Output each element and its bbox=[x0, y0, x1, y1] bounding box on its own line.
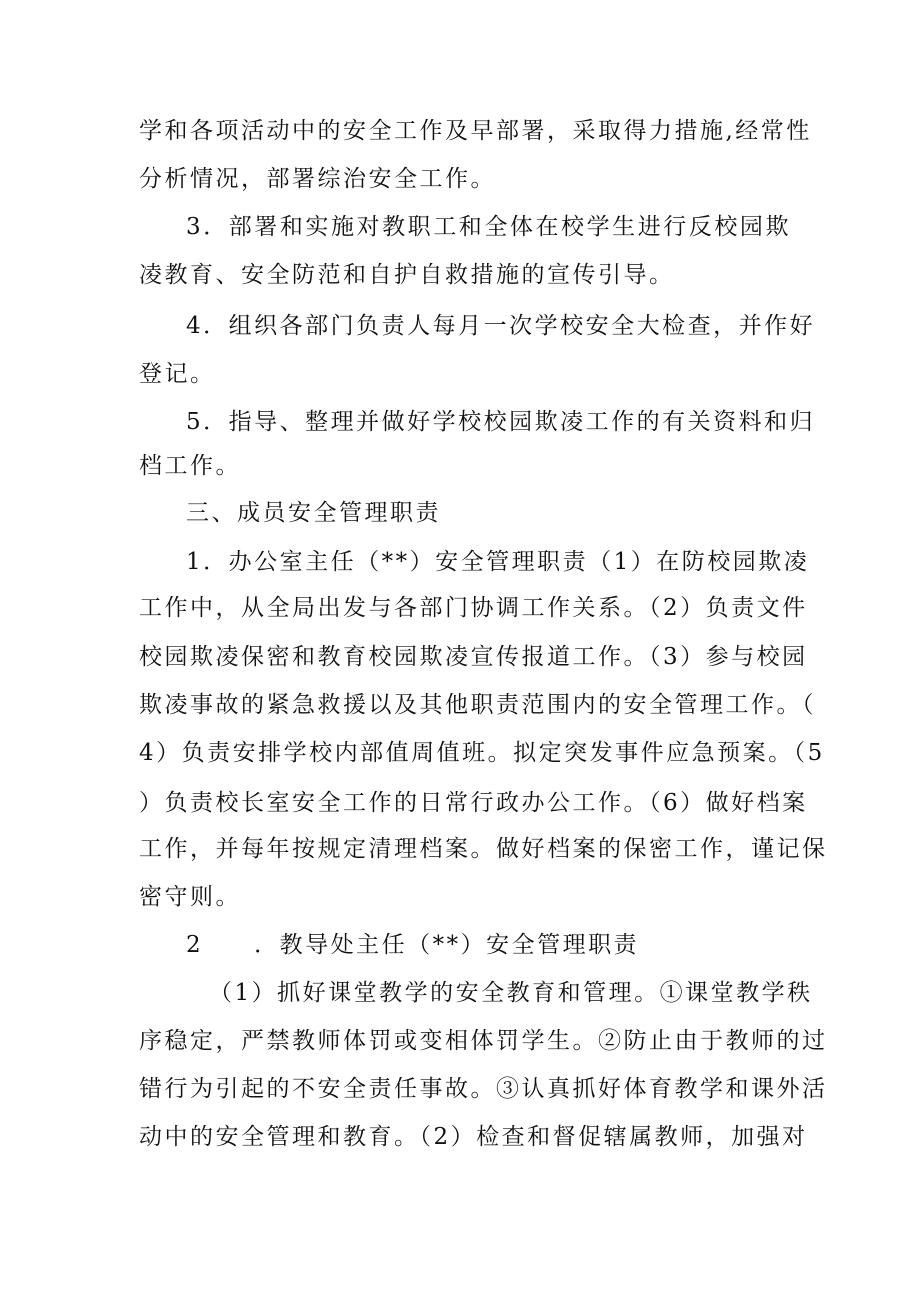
text-line: （1）抓好课堂教学的安全教育和管理。①课堂教学秩 bbox=[209, 980, 813, 1006]
text-line: 学和各项活动中的安全工作及早部署，采取得力措施,经常性 bbox=[139, 118, 812, 144]
text-line: 凌教育、安全防范和自护自救措施的宣传引导。 bbox=[139, 262, 675, 288]
text-line: 序稳定，严禁教师体罚或变相体罚学生。②防止由于教师的过 bbox=[139, 1028, 828, 1054]
text-line: ）负责校长室安全工作的日常行政办公工作。（6）做好档案 bbox=[139, 790, 808, 816]
text-line: 错行为引起的不安全责任事故。③认真抓好体育教学和课外活 bbox=[139, 1076, 828, 1102]
text-line: 工作，并每年按规定清理档案。做好档案的保密工作，谨记保 bbox=[139, 836, 828, 862]
text-line: 分析情况，部署综治安全工作。 bbox=[139, 166, 496, 192]
text-line: 4）负责安排学校内部值周值班。拟定突发事件应急预案。（5 bbox=[139, 740, 825, 766]
list-item-2: 2 ．教导处主任（**）安全管理职责 bbox=[186, 932, 640, 958]
text-line: 档工作。 bbox=[139, 453, 241, 479]
section-heading: 三、成员安全管理职责 bbox=[186, 500, 441, 526]
text-line: 工作中，从全局出发与各部门协调工作关系。（2）负责文件 bbox=[139, 595, 808, 621]
text-line: 动中的安全管理和教育。（2）检查和督促辖属教师，加强对 bbox=[139, 1124, 808, 1150]
list-item-4: 4．组织各部门负责人每月一次学校安全大检查，并作好 bbox=[186, 313, 816, 339]
list-item-5: 5．指导、整理并做好学校校园欺凌工作的有关资料和归 bbox=[186, 409, 816, 435]
text-line: 校园欺凌保密和教育校园欺凌宣传报道工作。（3）参与校园 bbox=[139, 644, 808, 670]
text-line: 登记。 bbox=[139, 361, 216, 387]
list-item-3: 3．部署和实施对教职工和全体在校学生进行反校园欺 bbox=[186, 214, 791, 240]
list-item-1: 1．办公室主任（**）安全管理职责（1）在防校园欺凌 bbox=[186, 549, 810, 575]
text-line: 密守则。 bbox=[139, 884, 241, 910]
text-line: 欺凌事故的紧急救援以及其他职责范围内的安全管理工作。（ bbox=[139, 692, 816, 718]
